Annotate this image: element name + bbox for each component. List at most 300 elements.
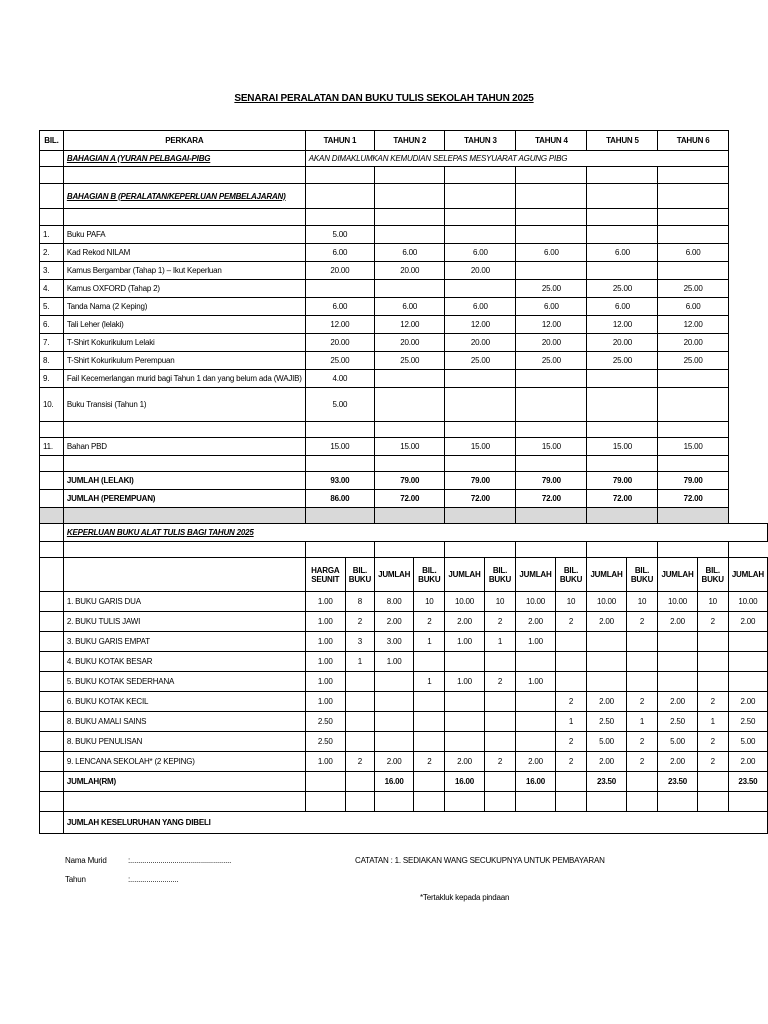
book-name: 5. BUKU KOTAK SEDERHANA	[63, 672, 305, 692]
item-price: 15.00	[516, 438, 587, 456]
book-amount: 3.00	[375, 632, 414, 652]
book-amount: 2.00	[587, 612, 626, 632]
book-amount: 2.00	[728, 752, 767, 772]
empty-cell	[516, 209, 587, 226]
book-amount	[516, 712, 555, 732]
section-b-label: BAHAGIAN B (PERALATAN/KEPERLUAN PEMBELAJARAN)	[63, 184, 305, 209]
item-price: 20.00	[445, 334, 516, 352]
empty-cell	[40, 558, 64, 592]
book-amount: 2.00	[516, 612, 555, 632]
empty-cell	[40, 184, 64, 209]
empty-cell	[40, 592, 64, 612]
book-count: 2	[484, 612, 516, 632]
book-count-label-2: BUKU	[488, 574, 512, 584]
empty-cell	[445, 184, 516, 209]
item-price: 6.00	[375, 298, 445, 316]
total-value: 72.00	[445, 490, 516, 508]
empty-cell	[658, 209, 728, 226]
book-amount: 2.50	[728, 712, 767, 732]
empty-cell	[40, 732, 64, 752]
book-count: 1	[697, 712, 728, 732]
item-price: 6.00	[305, 244, 374, 262]
item-price: 25.00	[375, 352, 445, 370]
empty-cell	[345, 792, 374, 812]
book-amount: 2.00	[375, 752, 414, 772]
blank-row	[40, 167, 768, 184]
book-count: 2	[697, 732, 728, 752]
book-amount	[516, 732, 555, 752]
empty-cell	[587, 542, 658, 558]
book-subheader-row	[40, 558, 768, 592]
item-price: 20.00	[305, 334, 374, 352]
item-price: 4.00	[305, 370, 374, 388]
empty-cell	[445, 209, 516, 226]
empty-cell	[516, 508, 587, 524]
total-label: JUMLAH (PEREMPUAN)	[63, 490, 305, 508]
empty-cell	[658, 542, 728, 558]
section-a-note: AKAN DIMAKLUMKAN KEMUDIAN SELEPAS MESYUARAT AGUNG PIBG	[305, 151, 728, 167]
total-value: 72.00	[587, 490, 658, 508]
item-price: 5.00	[305, 226, 374, 244]
blank-row	[40, 456, 768, 472]
item-price: 20.00	[587, 334, 658, 352]
total-value: 93.00	[305, 472, 374, 490]
empty-cell	[63, 508, 305, 524]
item-row	[40, 280, 768, 298]
book-count: 10	[414, 592, 445, 612]
item-number: 10.	[40, 388, 64, 422]
book-count	[414, 692, 445, 712]
payment-note: CATATAN : 1. SEDIAKAN WANG SECUKUPNYA UNTUK PEMBAYARAN	[355, 856, 605, 865]
empty-cell	[626, 772, 658, 792]
book-amount: 2.50	[658, 712, 697, 732]
book-amount: 10.00	[658, 592, 697, 612]
empty-cell	[40, 490, 64, 508]
book-count	[414, 732, 445, 752]
item-price: 6.00	[587, 298, 658, 316]
book-amount: 1.00	[516, 632, 555, 652]
empty-cell	[516, 456, 587, 472]
empty-cell	[375, 167, 445, 184]
book-count-label-2: BUKU	[418, 574, 441, 584]
empty-cell	[40, 542, 64, 558]
year-header: TAHUN 6	[658, 131, 728, 151]
book-amount: 2.00	[658, 752, 697, 772]
empty-cell	[40, 508, 64, 524]
empty-cell	[40, 167, 64, 184]
empty-cell	[658, 456, 728, 472]
empty-cell	[305, 167, 374, 184]
year-header: TAHUN 4	[516, 131, 587, 151]
books-total-value: 23.50	[658, 772, 697, 792]
books-total-label: JUMLAH(RM)	[63, 772, 305, 792]
book-count: 10	[697, 592, 728, 612]
empty-cell	[40, 456, 64, 472]
item-name: Buku PAFA	[63, 226, 305, 244]
book-count-label-1: BIL.	[563, 565, 579, 575]
book-count: 1	[626, 712, 658, 732]
grand-total-label: JUMLAH KESELURUHAN YANG DIBELI	[63, 812, 767, 834]
item-name: Kad Rekod NILAM	[63, 244, 305, 262]
item-price: 25.00	[516, 352, 587, 370]
book-count: 2	[555, 692, 587, 712]
book-name: 2. BUKU TULIS JAWI	[63, 612, 305, 632]
empty-cell	[305, 542, 374, 558]
book-count-header	[414, 558, 445, 592]
item-name: T-Shirt Kokurikulum Lelaki	[63, 334, 305, 352]
empty-cell	[40, 692, 64, 712]
book-count	[626, 652, 658, 672]
amount-header: JUMLAH	[445, 558, 484, 592]
empty-cell	[445, 422, 516, 438]
empty-cell	[445, 508, 516, 524]
empty-cell	[516, 422, 587, 438]
empty-cell	[587, 792, 626, 812]
book-count	[484, 712, 516, 732]
book-amount	[375, 712, 414, 732]
blank-row	[40, 542, 768, 558]
item-price: 20.00	[445, 262, 516, 280]
item-name: Kamus Bergambar (Tahap 1) – Ikut Keperluan	[63, 262, 305, 280]
book-amount: 2.00	[658, 692, 697, 712]
item-price	[658, 226, 728, 244]
book-amount: 5.00	[587, 732, 626, 752]
books-total-value: 23.50	[728, 772, 767, 792]
header-row	[40, 131, 768, 151]
total-value: 79.00	[375, 472, 445, 490]
book-amount	[728, 672, 767, 692]
amount-header: JUMLAH	[658, 558, 697, 592]
item-number: 8.	[40, 352, 64, 370]
perkara-header: PERKARA	[63, 131, 305, 151]
item-row	[40, 334, 768, 352]
item-price: 20.00	[375, 262, 445, 280]
empty-cell	[40, 772, 64, 792]
amount-header: JUMLAH	[516, 558, 555, 592]
separator-row	[40, 508, 768, 524]
item-price: 6.00	[445, 244, 516, 262]
book-count-label-1: BIL.	[705, 565, 720, 575]
book-amount	[587, 632, 626, 652]
blank-row	[40, 209, 768, 226]
book-amount: 5.00	[728, 732, 767, 752]
book-row	[40, 652, 768, 672]
book-count	[484, 732, 516, 752]
total-value: 72.00	[658, 490, 728, 508]
item-price	[658, 262, 728, 280]
book-count: 1	[414, 632, 445, 652]
empty-cell	[587, 456, 658, 472]
book-count: 2	[414, 612, 445, 632]
empty-cell	[63, 456, 305, 472]
item-price	[587, 262, 658, 280]
book-count: 2	[555, 752, 587, 772]
item-price	[516, 226, 587, 244]
empty-cell	[375, 422, 445, 438]
item-number: 1.	[40, 226, 64, 244]
empty-cell	[484, 772, 516, 792]
book-amount	[375, 672, 414, 692]
book-amount: 2.50	[587, 712, 626, 732]
book-count	[484, 652, 516, 672]
book-count-header	[555, 558, 587, 592]
book-amount	[516, 652, 555, 672]
item-number: 9.	[40, 370, 64, 388]
book-amount: 2.00	[516, 752, 555, 772]
amount-header: JUMLAH	[375, 558, 414, 592]
book-count-label-2: BUKU	[701, 574, 724, 584]
empty-cell	[305, 508, 374, 524]
total-value: 86.00	[305, 490, 374, 508]
book-row	[40, 692, 768, 712]
book-amount	[658, 672, 697, 692]
book-amount	[587, 672, 626, 692]
empty-cell	[305, 184, 374, 209]
empty-cell	[375, 542, 445, 558]
empty-cell	[697, 772, 728, 792]
section-a-label: BAHAGIAN A (YURAN PELBAGAI-PIBG	[63, 151, 305, 167]
total-row	[40, 490, 768, 508]
book-count: 2	[626, 732, 658, 752]
book-count	[626, 672, 658, 692]
item-price: 25.00	[658, 280, 728, 298]
item-price: 6.00	[516, 298, 587, 316]
book-amount	[658, 632, 697, 652]
empty-cell	[375, 184, 445, 209]
total-label: JUMLAH (LELAKI)	[63, 472, 305, 490]
item-row	[40, 226, 768, 244]
unit-price-label-2: SEUNIT	[311, 574, 340, 584]
book-count-label-1: BIL.	[352, 565, 368, 575]
book-unit-price: 1.00	[305, 752, 345, 772]
book-count-label-2: BUKU	[630, 574, 654, 584]
empty-cell	[40, 792, 64, 812]
book-name: 6. BUKU KOTAK KECIL	[63, 692, 305, 712]
item-price: 25.00	[587, 352, 658, 370]
section-c-row	[40, 524, 768, 542]
item-number: 3.	[40, 262, 64, 280]
item-name: Kamus OXFORD (Tahap 2)	[63, 280, 305, 298]
empty-cell	[40, 472, 64, 490]
book-amount: 2.00	[587, 752, 626, 772]
empty-cell	[40, 209, 64, 226]
item-price	[375, 226, 445, 244]
book-row	[40, 712, 768, 732]
book-amount	[445, 732, 484, 752]
year-header: TAHUN 3	[445, 131, 516, 151]
amendment-disclaimer: *Tertakluk kepada pindaan	[420, 893, 510, 902]
item-price	[658, 388, 728, 422]
books-total-row	[40, 772, 768, 792]
empty-cell	[658, 422, 728, 438]
empty-cell	[555, 792, 587, 812]
empty-cell	[658, 184, 728, 209]
empty-cell	[375, 456, 445, 472]
item-price: 5.00	[305, 388, 374, 422]
book-count	[555, 632, 587, 652]
total-value: 79.00	[587, 472, 658, 490]
item-number: 2.	[40, 244, 64, 262]
item-number: 4.	[40, 280, 64, 298]
empty-cell	[40, 652, 64, 672]
book-count	[345, 672, 374, 692]
item-price	[658, 370, 728, 388]
item-price	[587, 388, 658, 422]
book-amount: 1.00	[445, 632, 484, 652]
item-name: Buku Transisi (Tahun 1)	[63, 388, 305, 422]
empty-cell	[445, 792, 484, 812]
book-amount: 8.00	[375, 592, 414, 612]
empty-cell	[305, 456, 374, 472]
item-price: 6.00	[658, 244, 728, 262]
book-count-label-1: BIL.	[492, 565, 508, 575]
item-number: 5.	[40, 298, 64, 316]
item-number: 7.	[40, 334, 64, 352]
total-value: 72.00	[375, 490, 445, 508]
book-count-header	[484, 558, 516, 592]
student-name-label: Nama Murid	[65, 856, 107, 865]
book-count: 2	[626, 612, 658, 632]
item-price: 20.00	[305, 262, 374, 280]
book-count-header	[626, 558, 658, 592]
item-row	[40, 388, 768, 422]
item-row	[40, 244, 768, 262]
item-row	[40, 352, 768, 370]
item-name: T-Shirt Kokurikulum Perempuan	[63, 352, 305, 370]
empty-cell	[516, 184, 587, 209]
amount-header: JUMLAH	[728, 558, 767, 592]
empty-cell	[40, 812, 64, 834]
empty-cell	[63, 792, 305, 812]
empty-cell	[587, 167, 658, 184]
book-amount: 2.00	[375, 612, 414, 632]
blank-row	[40, 422, 768, 438]
book-amount	[728, 652, 767, 672]
book-amount: 1.00	[375, 652, 414, 672]
empty-cell	[587, 422, 658, 438]
book-row	[40, 672, 768, 692]
item-price	[445, 280, 516, 298]
student-name-field[interactable]: :..................................................	[128, 856, 232, 865]
empty-cell	[63, 167, 305, 184]
item-price	[516, 388, 587, 422]
item-price: 12.00	[375, 316, 445, 334]
book-unit-price: 1.00	[305, 672, 345, 692]
book-unit-price: 1.00	[305, 652, 345, 672]
item-price	[445, 370, 516, 388]
book-count: 10	[555, 592, 587, 612]
book-unit-price: 1.00	[305, 632, 345, 652]
empty-cell	[445, 167, 516, 184]
book-unit-price: 2.50	[305, 712, 345, 732]
book-row	[40, 592, 768, 612]
book-amount: 5.00	[658, 732, 697, 752]
empty-cell	[40, 632, 64, 652]
book-count	[345, 732, 374, 752]
book-name: 1. BUKU GARIS DUA	[63, 592, 305, 612]
empty-cell	[626, 792, 658, 812]
book-count: 2	[697, 692, 728, 712]
item-price: 25.00	[658, 352, 728, 370]
unit-price-header	[305, 558, 345, 592]
total-value: 79.00	[658, 472, 728, 490]
book-amount: 10.00	[728, 592, 767, 612]
item-price: 15.00	[445, 438, 516, 456]
books-total-value: 16.00	[516, 772, 555, 792]
item-price: 20.00	[658, 334, 728, 352]
book-amount	[445, 652, 484, 672]
book-amount	[728, 632, 767, 652]
book-row	[40, 632, 768, 652]
empty-cell	[40, 151, 64, 167]
book-row	[40, 752, 768, 772]
book-count	[626, 632, 658, 652]
blank-row	[40, 792, 768, 812]
book-amount: 1.00	[516, 672, 555, 692]
item-row	[40, 262, 768, 280]
empty-cell	[587, 209, 658, 226]
book-count: 2	[484, 672, 516, 692]
item-price: 25.00	[516, 280, 587, 298]
book-amount: 10.00	[445, 592, 484, 612]
book-amount: 2.00	[658, 612, 697, 632]
book-amount	[445, 712, 484, 732]
book-count: 2	[484, 752, 516, 772]
empty-cell	[40, 612, 64, 632]
book-amount	[587, 652, 626, 672]
book-count: 2	[626, 752, 658, 772]
books-total-value: 16.00	[375, 772, 414, 792]
book-count: 1	[345, 652, 374, 672]
empty-cell	[658, 508, 728, 524]
item-price: 15.00	[305, 438, 374, 456]
book-count	[345, 692, 374, 712]
book-unit-price: 2.50	[305, 732, 345, 752]
empty-cell	[375, 792, 414, 812]
student-year-label: Tahun	[65, 875, 86, 884]
book-count-label-2: BUKU	[559, 574, 583, 584]
item-name: Fail Kecemerlangan murid bagi Tahun 1 dan yang belum ada (WAJIB)	[63, 370, 305, 388]
student-year-field[interactable]: :........................	[128, 875, 179, 884]
empty-cell	[516, 167, 587, 184]
book-count-label-1: BIL.	[422, 565, 437, 575]
book-unit-price: 1.00	[305, 592, 345, 612]
empty-cell	[484, 792, 516, 812]
empty-cell	[40, 422, 64, 438]
empty-cell	[40, 524, 64, 542]
amount-header: JUMLAH	[587, 558, 626, 592]
empty-cell	[375, 209, 445, 226]
book-count: 2	[345, 612, 374, 632]
books-total-value: 16.00	[445, 772, 484, 792]
total-value: 79.00	[445, 472, 516, 490]
book-row	[40, 612, 768, 632]
item-price	[587, 370, 658, 388]
book-row	[40, 732, 768, 752]
book-count: 1	[414, 672, 445, 692]
year-header: TAHUN 2	[375, 131, 445, 151]
item-price: 6.00	[375, 244, 445, 262]
book-amount: 2.00	[587, 692, 626, 712]
total-row	[40, 472, 768, 490]
book-name: 4. BUKU KOTAK BESAR	[63, 652, 305, 672]
empty-cell	[305, 772, 345, 792]
item-price	[516, 370, 587, 388]
books-total-value: 23.50	[587, 772, 626, 792]
book-count-header	[697, 558, 728, 592]
book-amount: 1.00	[445, 672, 484, 692]
book-count	[697, 652, 728, 672]
